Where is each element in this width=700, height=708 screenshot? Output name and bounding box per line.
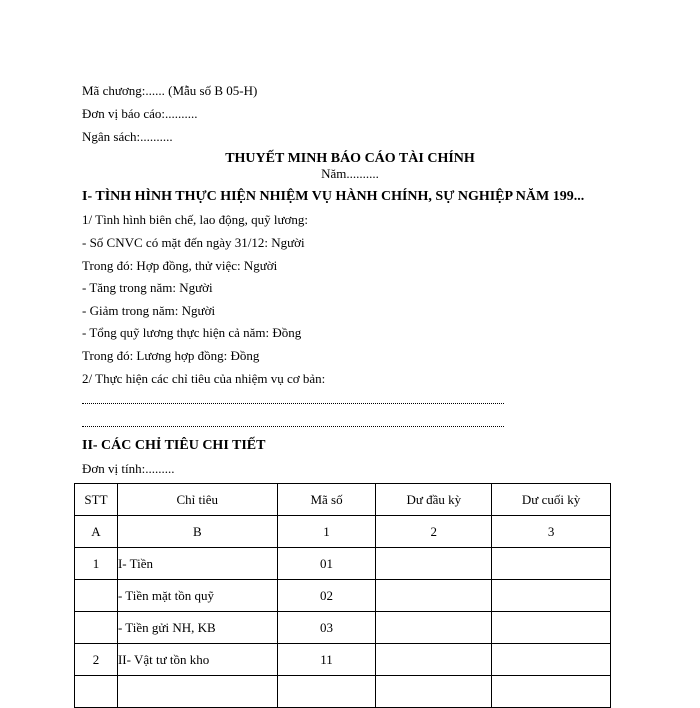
ma-so-cell: 11 [277, 644, 376, 676]
du-dau-ky-cell [376, 548, 492, 580]
chi-tieu-cell: II- Vật tư tồn kho [117, 644, 277, 676]
table-row [75, 548, 611, 580]
header-cell: Dư cuối kỳ [492, 484, 611, 516]
table-header-row [75, 484, 611, 516]
section-1-line: Trong đó: Lương hợp đồng: Đồng [82, 348, 260, 363]
section-1-line: 2/ Thực hiện các chỉ tiêu của nhiệm vụ cơ bản: [82, 371, 326, 386]
ma-so-cell: 02 [277, 580, 376, 612]
header-cell: Chỉ tiêu [117, 484, 277, 516]
stt-cell: 2 [75, 644, 118, 676]
ma-so-cell: 03 [277, 612, 376, 644]
index-cell: 1 [277, 516, 376, 548]
index-cell: A [75, 516, 118, 548]
section-1-line: - Tổng quỹ lương thực hiện cả năm: Đồng [82, 325, 302, 340]
table-row [75, 580, 611, 612]
chi-tieu-cell: - Tiền gửi NH, KB [117, 612, 277, 644]
du-cuoi-ky-cell [492, 676, 611, 708]
section-2-heading: II- CÁC CHỈ TIÊU CHI TIẾT [82, 438, 266, 453]
header-cell: Dư đầu kỳ [376, 484, 492, 516]
du-cuoi-ky-cell [492, 548, 611, 580]
ma-so-cell [277, 676, 376, 708]
ngan-sach-line: Ngân sách:.......... [82, 129, 173, 144]
header-cell: Mã số [277, 484, 376, 516]
unit-line: Đơn vị tính:......... [82, 461, 175, 476]
chi-tieu-cell [117, 676, 277, 708]
section-1-line: - Số CNVC có mặt đến ngày 31/12: Người [82, 235, 305, 250]
table-row [75, 676, 611, 708]
don-vi-bao-cao-line: Đơn vị báo cáo:.......... [82, 106, 198, 121]
stt-cell: 1 [75, 548, 118, 580]
du-dau-ky-cell [376, 644, 492, 676]
stt-cell [75, 676, 118, 708]
report-year: Năm.......... [321, 166, 379, 181]
chi-tieu-cell: I- Tiền [117, 548, 277, 580]
du-cuoi-ky-cell [492, 580, 611, 612]
report-title: THUYẾT MINH BÁO CÁO TÀI CHÍNH [225, 151, 475, 166]
du-dau-ky-cell [376, 676, 492, 708]
du-cuoi-ky-cell [492, 644, 611, 676]
ma-so-cell: 01 [277, 548, 376, 580]
index-cell: B [117, 516, 277, 548]
du-cuoi-ky-cell [492, 612, 611, 644]
dotted-fill-line [82, 403, 504, 404]
du-dau-ky-cell [376, 580, 492, 612]
du-dau-ky-cell [376, 612, 492, 644]
table-row [75, 612, 611, 644]
table-row [75, 644, 611, 676]
chi-tieu-cell: - Tiền mặt tồn quỹ [117, 580, 277, 612]
stt-cell [75, 580, 118, 612]
ma-chuong-line: Mã chương:...... (Mẫu số B 05-H) [82, 83, 258, 98]
section-1-line: Trong đó: Hợp đồng, thử việc: Người [82, 258, 278, 273]
section-1-line: - Tăng trong năm: Người [82, 280, 213, 295]
header-cell: STT [75, 484, 118, 516]
index-cell: 3 [492, 516, 611, 548]
section-1-line: - Giảm trong năm: Người [82, 303, 216, 318]
stt-cell [75, 612, 118, 644]
index-cell: 2 [376, 516, 492, 548]
table-index-row [75, 516, 611, 548]
section-1-heading: I- TÌNH HÌNH THỰC HIỆN NHIỆM VỤ HÀNH CHÍNH, SỰ NGHIỆP NĂM 199... [82, 189, 585, 204]
detail-table [74, 483, 611, 708]
section-1-line: 1/ Tình hình biên chế, lao động, quỹ lương: [82, 212, 308, 227]
dotted-fill-line [82, 426, 504, 427]
